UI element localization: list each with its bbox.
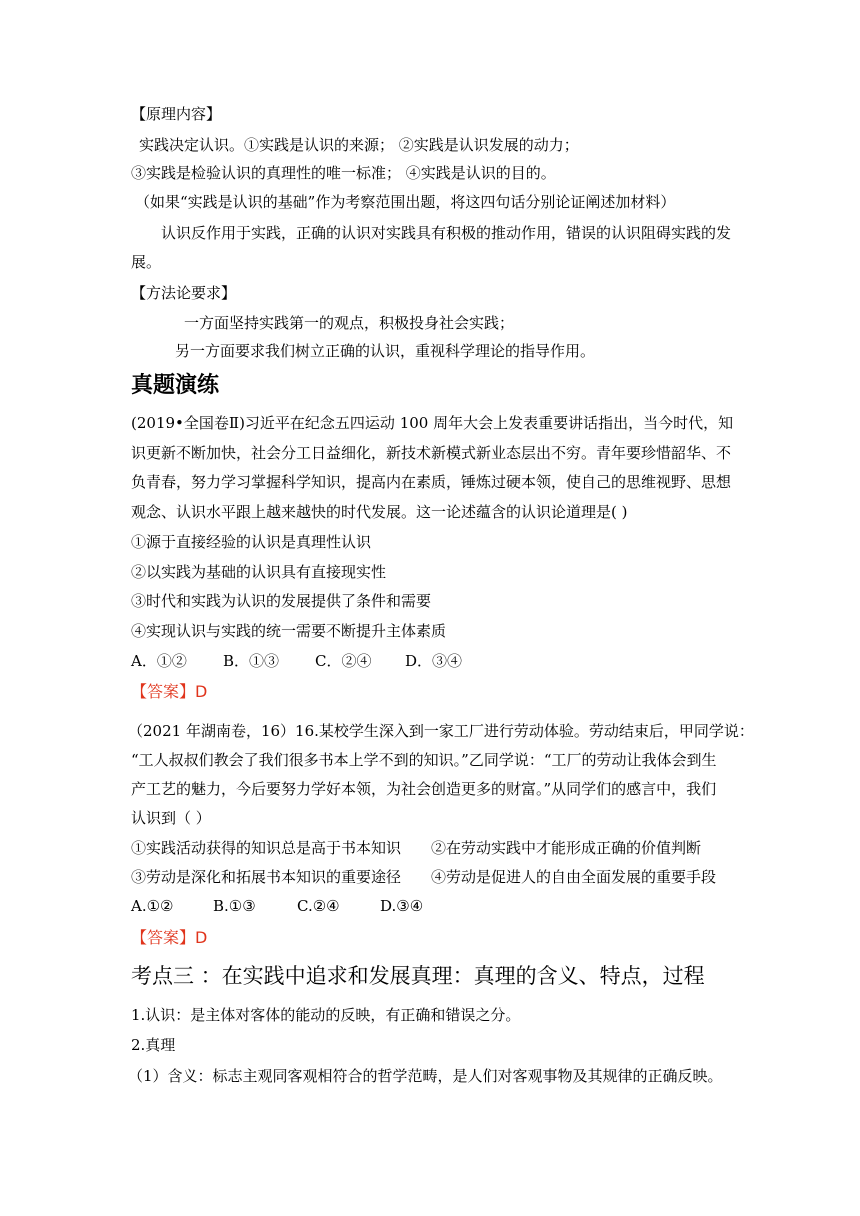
q2-line-3: 产工艺的魅力，今后要努力学好本领，为社会创造更多的财富。”从同学们的感言中，我们 (131, 780, 717, 798)
q1-option-b: B．①③ (223, 652, 280, 670)
q1-statement-3: ③时代和实践为认识的发展提供了条件和需要 (131, 592, 432, 610)
q2-option-b: B.①③ (213, 897, 256, 915)
reaction-line-2: 展。 (131, 253, 162, 271)
q2-statement-3: ③劳动是深化和拓展书本知识的重要途径 (131, 868, 402, 886)
q2-statement-4: ④劳动是促进人的自由全面发展的重要手段 (431, 868, 717, 886)
q1-statement-1: ①源于直接经验的认识是真理性认识 (131, 533, 372, 551)
topic3-item-2: 2.真理 (131, 1036, 176, 1054)
q1-statement-4: ④实现认识与实践的统一需要不断提升主体素质 (131, 622, 447, 640)
q2-answer: 【答案】D (131, 928, 208, 947)
method-line-2: 另一方面要求我们树立正确的认识，重视科学理论的指导作用。 (175, 342, 596, 360)
q2-options (131, 896, 423, 916)
principle-line-2: ③实践是检验认识的真理性的唯一标准； ④实践是认识的目的。 (131, 164, 556, 182)
principle-heading: 【原理内容】 (131, 105, 222, 123)
q1-line-4: 观念、认识水平跟上越来越快的时代发展。这一论述蕴含的认识论道理是( ) (131, 503, 628, 521)
topic3-item-1: 1.认识：是主体对客体的能动的反映，有正确和错误之分。 (131, 1006, 521, 1024)
q1-line-2: 识更新不断加快，社会分工日益细化，新技术新模式新业态层出不穷。青年要珍惜韶华、不 (131, 444, 732, 462)
method-heading: 【方法论要求】 (131, 284, 237, 302)
q2-statement-2: ②在劳动实践中才能形成正确的价值判断 (431, 839, 702, 857)
q1-line-1: (2019•全国卷Ⅱ)习近平在纪念五四运动 100 周年大会上发表重要讲话指出，当今时代，知 (131, 414, 734, 432)
q2-statement-1: ①实践活动获得的知识总是高于书本知识 (131, 839, 402, 857)
q1-statement-2: ②以实践为基础的认识具有直接现实性 (131, 563, 387, 581)
q1-option-d: D．③④ (405, 652, 463, 670)
principle-note: （如果“实践是认识的基础”作为考察范围出题，将这四句话分别论证阐述加材料） (135, 193, 676, 211)
q2-statements-row-1 (131, 838, 701, 858)
q1-answer: 【答案】D (131, 682, 208, 701)
q1-line-3: 负青春，努力学习掌握科学知识，提高内在素质，锤炼过硬本领，使自己的思维视野、思想 (131, 473, 732, 491)
q2-option-c: C.②④ (297, 897, 340, 915)
q2-line-4: 认识到（ ） (131, 809, 211, 827)
q2-statements-row-2 (131, 867, 716, 887)
topic3-heading: 考点三 ：在实践中追求和发展真理：真理的含义、特点，过程 (131, 964, 705, 988)
q2-option-a: A.①② (131, 897, 174, 915)
method-line-1: 一方面坚持实践第一的观点，积极投身社会实践； (184, 314, 515, 332)
practice-heading: 真题演练 (131, 373, 220, 398)
q2-option-d: D.③④ (380, 897, 424, 915)
q1-option-a: A．①② (131, 652, 187, 670)
topic3-item-2-1: （1）含义：标志主观同客观相符合的哲学范畴，是人们对客观事物及其规律的正确反映。 (128, 1067, 723, 1085)
q2-line-1: （2021 年湖南卷，16）16.某校学生深入到一家工厂进行劳动体验。劳动结束后，甲同学说： (128, 722, 754, 740)
reaction-line-1: 认识反作用于实践，正确的认识对实践具有积极的推动作用，错误的认识阻碍实践的发 (161, 224, 732, 242)
principle-line-1: 实践决定认识。①实践是认识的来源； ②实践是认识发展的动力； (139, 136, 579, 154)
q2-line-2: “工人叔叔们教会了我们很多书本上学不到的知识。”乙同学说：“工厂的劳动让我体会到生 (131, 751, 717, 769)
q1-option-c: C．②④ (315, 652, 372, 670)
q1-options (131, 651, 462, 671)
